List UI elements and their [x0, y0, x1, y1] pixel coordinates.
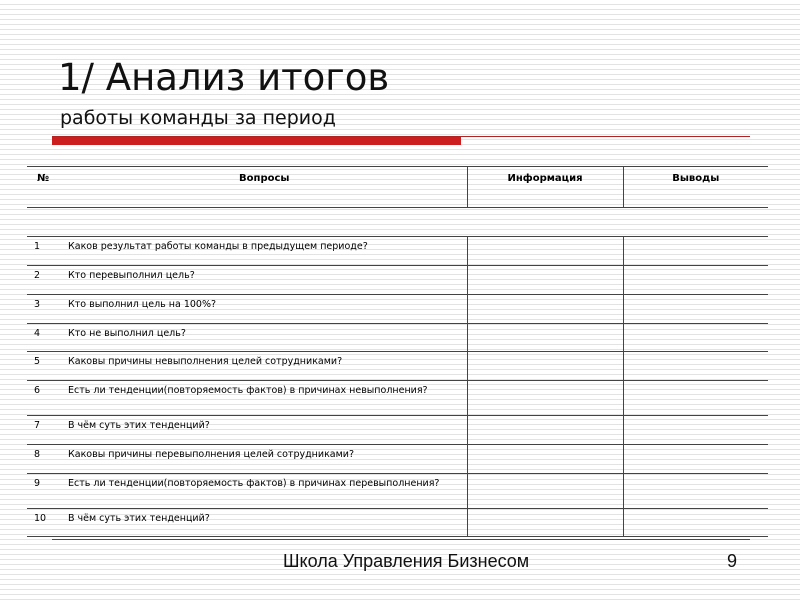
row-conclusion-cell — [623, 324, 768, 352]
row-question: В чём суть этих тенденций? — [62, 416, 467, 445]
table-row — [27, 295, 768, 324]
row-conclusion-cell — [623, 445, 768, 474]
row-information-cell — [467, 266, 623, 295]
row-question: Есть ли тенденции(повторяемость фактов) в причинах невыполнения? — [62, 381, 467, 416]
table-row — [27, 324, 768, 352]
row-question: Кто перевыполнил цель? — [62, 266, 467, 295]
row-information-cell — [467, 381, 623, 416]
footer-rule — [52, 539, 750, 540]
row-information-cell — [467, 295, 623, 324]
row-conclusion-cell — [623, 416, 768, 445]
row-information-cell — [467, 237, 623, 266]
row-number: 6 — [27, 381, 62, 416]
title-accent-bar — [52, 137, 461, 145]
row-number: 5 — [27, 352, 62, 381]
row-number: 1 — [27, 237, 62, 266]
row-question: Кто выполнил цель на 100%? — [62, 295, 467, 324]
column-header-questions: Вопросы — [62, 167, 467, 208]
table-row — [27, 445, 768, 474]
row-question: Каковы причины невыполнения целей сотрудниками? — [62, 352, 467, 381]
table-row — [27, 266, 768, 295]
column-header-number: № — [27, 167, 62, 208]
column-header-conclusions: Выводы — [623, 167, 768, 208]
row-number: 10 — [27, 509, 62, 537]
column-header-information: Информация — [467, 167, 623, 208]
row-information-cell — [467, 474, 623, 509]
row-question: Кто не выполнил цель? — [62, 324, 467, 352]
row-number: 3 — [27, 295, 62, 324]
row-question: Есть ли тенденции(повторяемость фактов) в причинах перевыполнения? — [62, 474, 467, 509]
row-number: 7 — [27, 416, 62, 445]
table-row — [27, 352, 768, 381]
table-row — [27, 237, 768, 266]
row-conclusion-cell — [623, 381, 768, 416]
table-row — [27, 509, 768, 537]
footer-school-name: Школа Управления Бизнесом — [283, 551, 530, 571]
analysis-table — [27, 166, 768, 537]
table-row — [27, 381, 768, 416]
row-conclusion-cell — [623, 266, 768, 295]
row-information-cell — [467, 324, 623, 352]
slide-subtitle: работы команды за период — [60, 107, 336, 129]
table-spacer-row — [27, 208, 768, 237]
table-header-row — [27, 167, 768, 208]
row-question: Каков результат работы команды в предыдущем периоде? — [62, 237, 467, 266]
row-conclusion-cell — [623, 352, 768, 381]
page-number: 9 — [727, 551, 738, 571]
row-information-cell — [467, 445, 623, 474]
row-question: В чём суть этих тенденций? — [62, 509, 467, 537]
table-row — [27, 474, 768, 509]
slide-title: 1/ Анализ итогов — [58, 56, 390, 99]
row-conclusion-cell — [623, 295, 768, 324]
row-conclusion-cell — [623, 509, 768, 537]
row-number: 4 — [27, 324, 62, 352]
row-information-cell — [467, 416, 623, 445]
table-row — [27, 416, 768, 445]
row-information-cell — [467, 509, 623, 537]
row-conclusion-cell — [623, 237, 768, 266]
row-number: 8 — [27, 445, 62, 474]
row-conclusion-cell — [623, 474, 768, 509]
row-number: 2 — [27, 266, 62, 295]
row-information-cell — [467, 352, 623, 381]
row-question: Каковы причины перевыполнения целей сотрудниками? — [62, 445, 467, 474]
row-number: 9 — [27, 474, 62, 509]
